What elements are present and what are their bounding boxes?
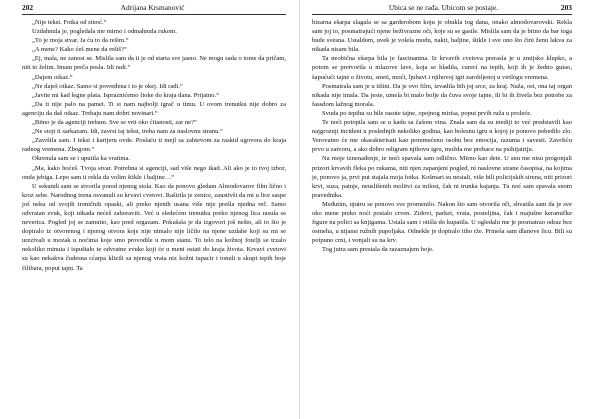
paragraph: Svuda po tepihu su bile rasute tajne, opojnog mirisa, poput prvih ruža u proleće.	[322, 109, 532, 117]
paragraph: bizarna ešarpa slagala se sa garderobom koju je obukla tog dana, onako almodovarovski. Rekla sam joj to, posmatrajući njene beživrazne oči, koje su se gasile. Mislila sam da je bitno da bar toga bude svesna. Ustaldom, uvek je volela modu, nakit, haljine, štikle i sve ono što čini ženu lakva za nikada nisam bila.	[312, 19, 572, 54]
paragraph: „Ej, mala, ne zanosi se. Mislila sam da ti je od starta sve jasno. Ne mogu sada o tome da pričam, niti to želim. Imam preča posla. Idi radi.“	[22, 55, 286, 72]
paragraph: „Nije tekst. Fotka od sinoć.“	[32, 19, 107, 26]
paragraph: Međutim, ujutru se ponovo sve promenilo. Nakon što sam otvorila oči, shvatila sam da je sve oko mene preko noći postalo crven. Zidovi, parket, vrata, posteljina, čak i majušne keramičke figure na polici sa knjigama. Ustala sam i otišla do kupatila. U ogledalu me je posmatrao odraz bez osmeha, u nijansi ružnih pupoljaka. Odnekle je dopiralo tiho rže. Prineša sam dlanove licu. Bili su potpuno crni, i vonjali su na krv.	[312, 200, 572, 245]
running-head-author: Adrijana Krsmanović	[120, 3, 185, 12]
paragraph: Okrenula sam se i uputila ka vratima.	[32, 155, 130, 163]
page-number-left: 202	[22, 3, 34, 12]
paragraph: „Ne stoji ti sarkazam. Idi, zavrsi taj tekst, treba nam za naslovnu stranu.“	[32, 128, 223, 136]
running-head-title: Ubica se ne rađa. Ubicom se postaje.	[388, 3, 499, 12]
paragraph: „A mene? Kako ćeš mene da rešiš?“	[32, 46, 127, 54]
right-running-header	[312, 3, 572, 15]
right-page-body	[312, 18, 572, 254]
right-page	[304, 0, 598, 419]
paragraph: „Bitno je da agenciji trebam. Sve se vrti oko ćitanosti, zar ne?“	[32, 119, 197, 127]
paragraph: U sekundi sam se stvorila pored njenog stola. Kao da ponovo gledam Almodovarov film lično i kroz sebe. Narodnog trena osvanuli su krvavi cvetovi. Raširila je zenice, zaustivši da mi u lice saspe još neku od svojih ironičnih opaski, ali preko njenih usana više nije prešla njedna reč. Samo odvratan zvuk, koji nikada nećeš zaboraviti. Već u sledećem trenutku preko njenog lica rasula se neverica. Pogled joj se zamutio, kao pred orgazam. Pokušala je da izgovori još nešto, ali to što je dopiralo iz otvorenog i njenog otvora koje nije nimalo nije ličilo na njene uzdahe koji su mi se urezivali u mozak u noćima koje smo provodile u mom stanu. To telo na kožnoj fotelji se trzalo nekoliko minuta i ispuštalo te odvratne zvuke koji će u meni ostati do kraja života. Krvavi cvetovi su kao nekakva čudesna cćarpa klizili sa njenog vrata niz kožni tapacir i tonuli u skupi tepih boje čilibara, poput tajni. Ta	[22, 182, 286, 272]
left-page	[0, 0, 294, 419]
paragraph: „Dajem otkaz.“	[32, 73, 73, 81]
paragraph: „To je moja stvar. Ja ću to da rešim.“	[32, 37, 129, 45]
paragraph: „Završila sam. I tekst i karijeru ovde. Poslaću ti mejl sa zahtevom za raskid ugovora do kraja radnog vremena. Zbogom.“	[22, 137, 286, 154]
paragraph: Tog jutra sam prestala da razaznajem boje.	[322, 246, 434, 254]
paragraph: Na moje iznenađenje, te noći spavala sam odlično. Mirno kao dete. U snu me nisu progonjali prizori krvavih fleka po rukama, niti njen zapanjeni pogled, ni naslovne strane časopisa, na kojima je, ponovo ja, prvi put stajala moja fotka. Košmari su nestali, više bili policijskih sirena, niti prizori krvi, suza, patnje, neuslišenih molitvi za milost, čak ni trunka kajanja. Tu noć sam spavala snom pravednika.	[312, 155, 572, 199]
paragraph: „Javite mi kad legne plata. Ispraznićemo fioke do kraja dana. Prijatno.“	[32, 91, 220, 99]
paragraph: Te noći potopila sam se u kadu sa čašom vina. Znala sam da su mediji to već predstavili kao najgroznji incident u poslednjih nekoliko godina, kao bolesnu igru u kojoj je ponovo pobedilo zlo. Verovatno će me okarakterisati kao poremećenu osobu bez emocija, razuma i savesti. Završiću prvo u zatvoru, a ako dobro odigram njihovu igru, možda me prebace na psihijatriju.	[312, 119, 572, 154]
left-running-header	[22, 3, 286, 15]
paragraph: „Da ti nije palo na pamet. Ti si nam najbolji igrač u timu. U ovom trenutku nije dobro za agenciju da daš otkaz. Trebaju nam dobri novinari.“	[22, 100, 286, 117]
paragraph: Posmatrala sam je u tišini. Da je ovo film, izvadila bih joj srce, za kraj. Naža, ost, ona taj organ nikada nije imala. Da jeste, umela bi malo bolje da čuva svoje tajne, ili bi ih živela bez potrebe za fassdom lažnog morala.	[312, 82, 572, 108]
paragraph: „Ne daješ otkaz. Samo si povređena i to je okej. Idi radi.“	[32, 82, 183, 90]
paragraph: Uzdahnula je, pogledala me mirno i odmahnula rukom.	[32, 28, 177, 36]
paragraph: „Ma, kako hoćeš. Tvoja stvar. Potrebna si agenciji, sad više nego ikad. Ali ako je to tvoj izbor, onda jebiga. Lepo sam ti rekla da volim štikle i haljine…“	[22, 164, 286, 181]
paragraph: Ta neobična ešarpa bila je fascinantna. Iz krvavih cvetova prerasla je u zmijsko klupko, a potom se pretvorila u mlazove lave, koja se hladila, curecí na tepih, koji ih je žedno gutao, šapućući tajne o životu, smrti, moći, ljubavi i njihovoj igri zarobljenoj u virtlogu vremena.	[312, 55, 572, 81]
page-gutter	[299, 0, 300, 419]
left-page-body	[22, 18, 286, 273]
page-number-right: 203	[560, 3, 572, 12]
